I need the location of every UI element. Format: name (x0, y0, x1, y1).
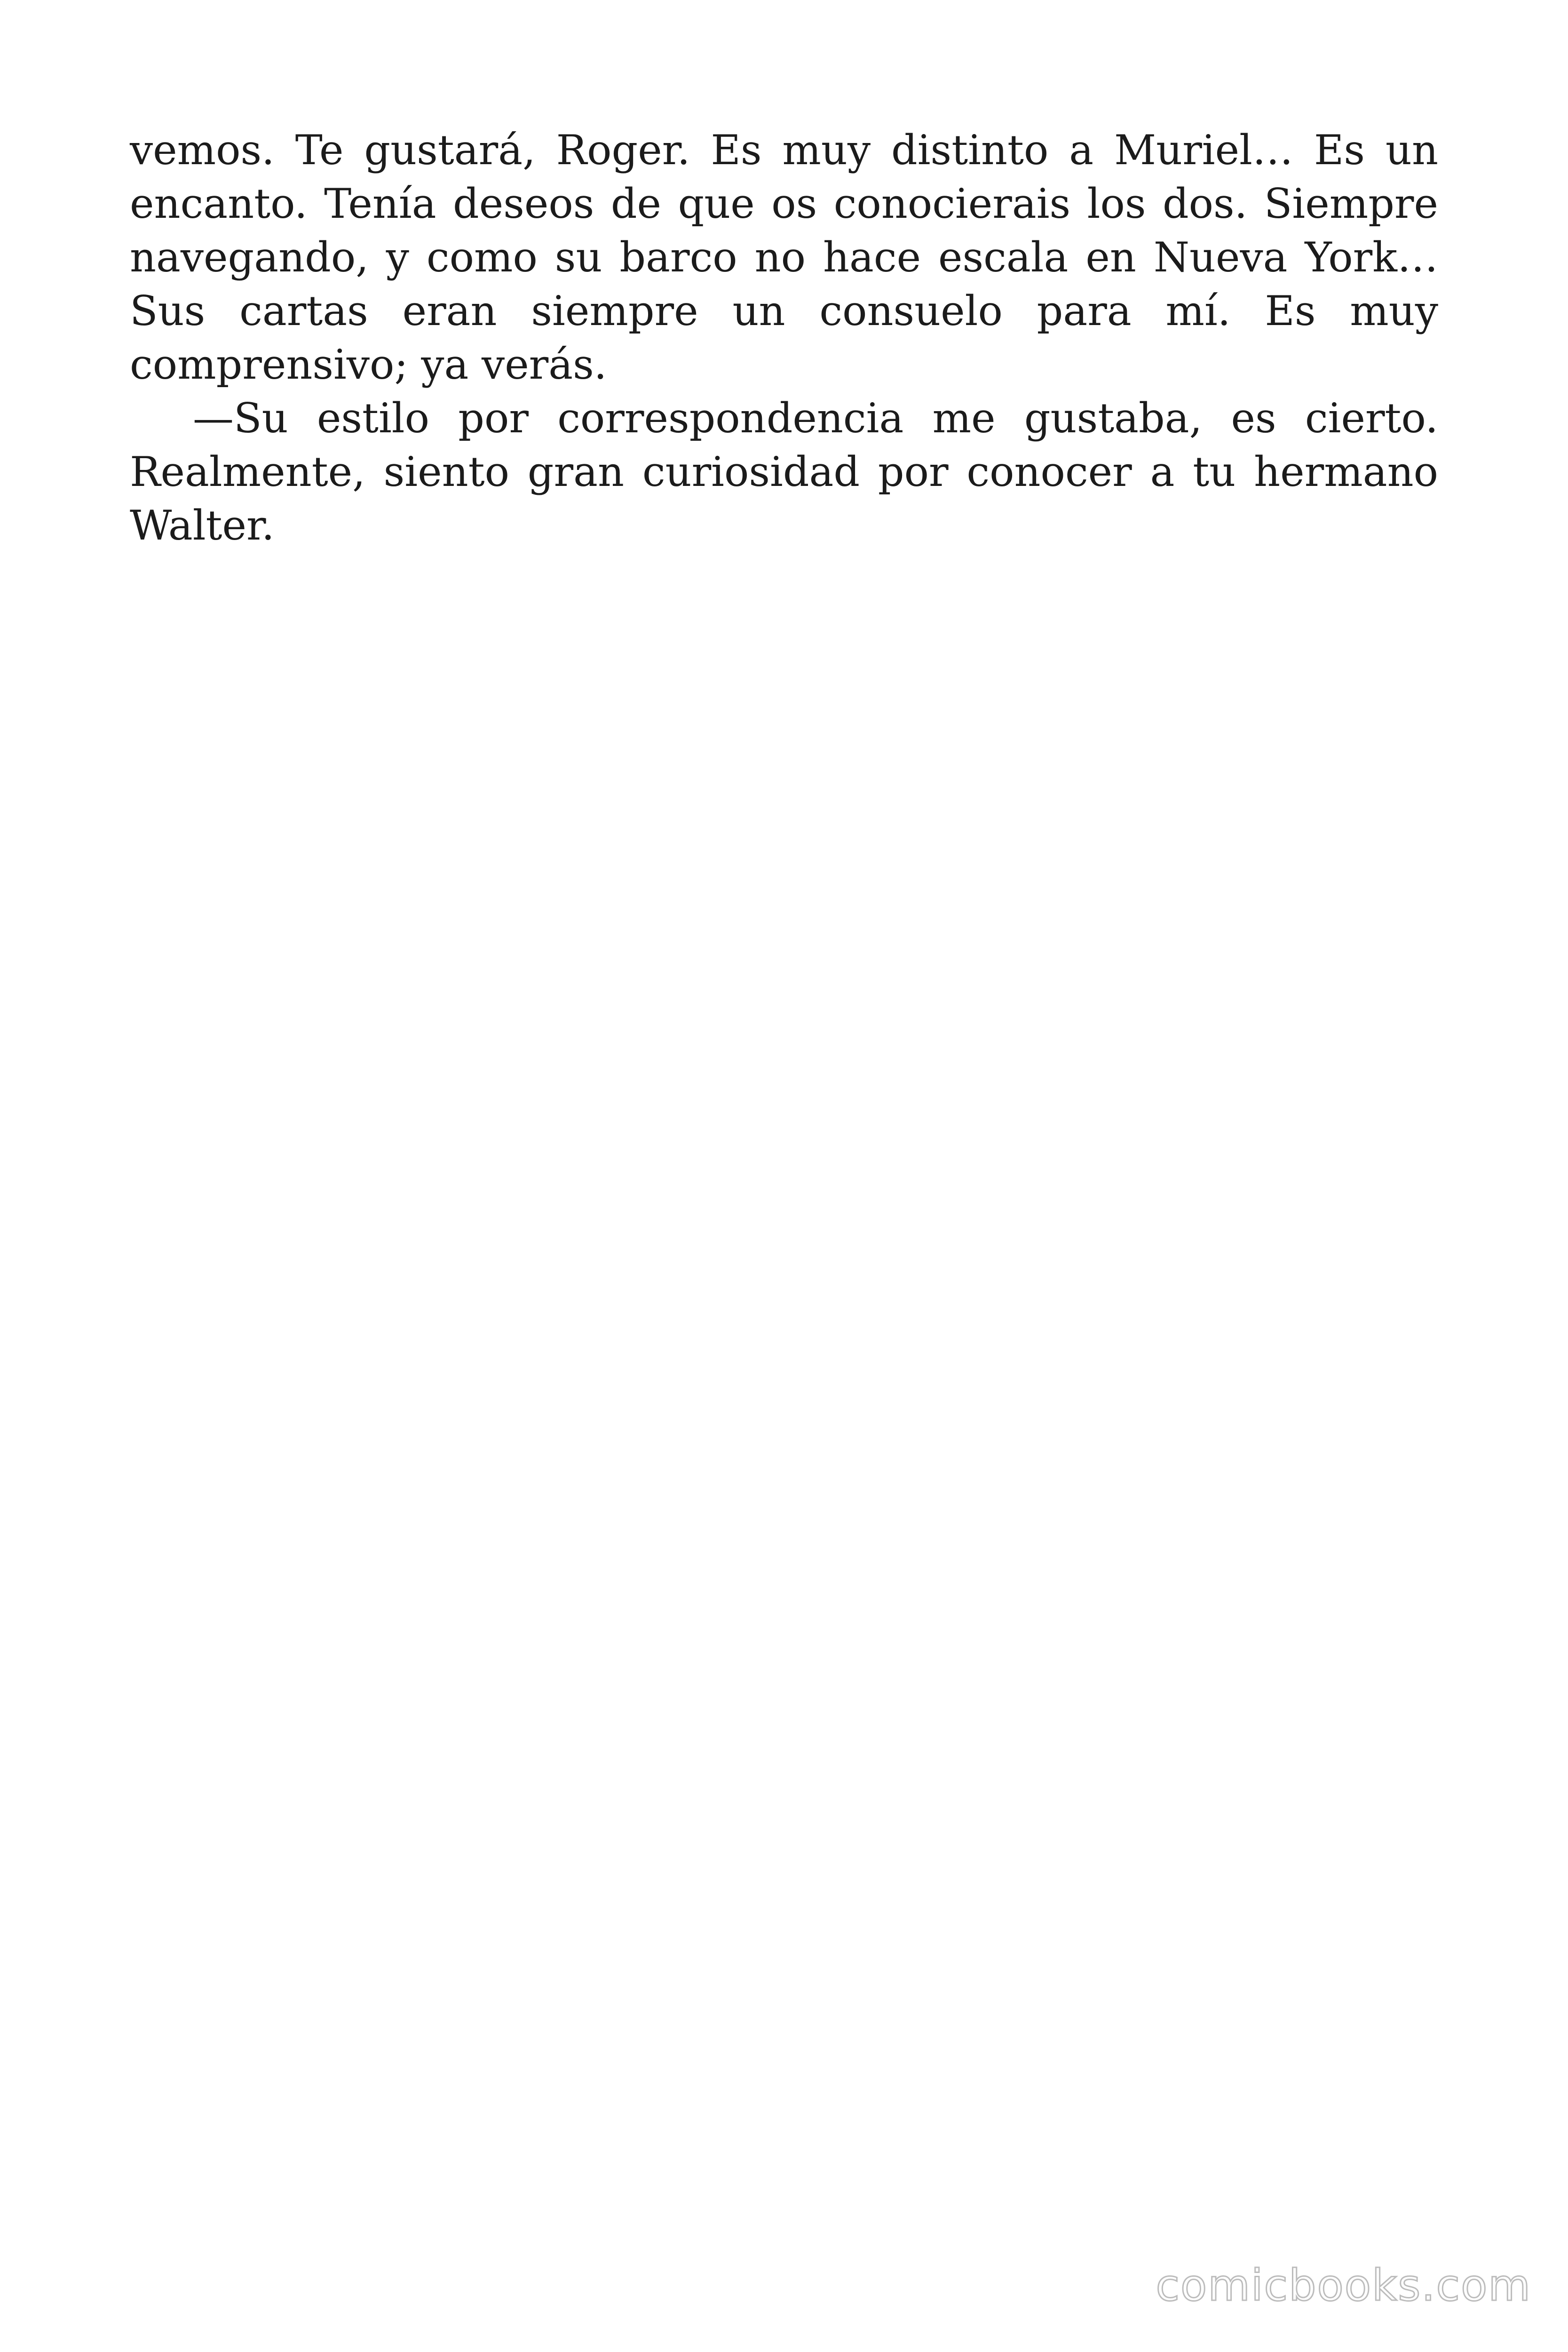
watermark: comicbooks.com (1156, 2260, 1531, 2311)
paragraph-continuation: vemos. Te gustará, Roger. Es muy distinto a Muriel… Es un encanto. Tenía deseos de que os conocierais los dos. Siempre navegando, y como su barco no hace escala en Nueva York… Sus cartas eran siempre un consuelo para mí. Es muy comprensivo; ya verás. (130, 126, 1438, 389)
body-text (130, 123, 1438, 552)
paragraph-dialogue: —Su estilo por correspondencia me gustaba, es cierto. Realmente, siento gran curiosidad por conocer a tu hermano Walter. (130, 394, 1438, 549)
